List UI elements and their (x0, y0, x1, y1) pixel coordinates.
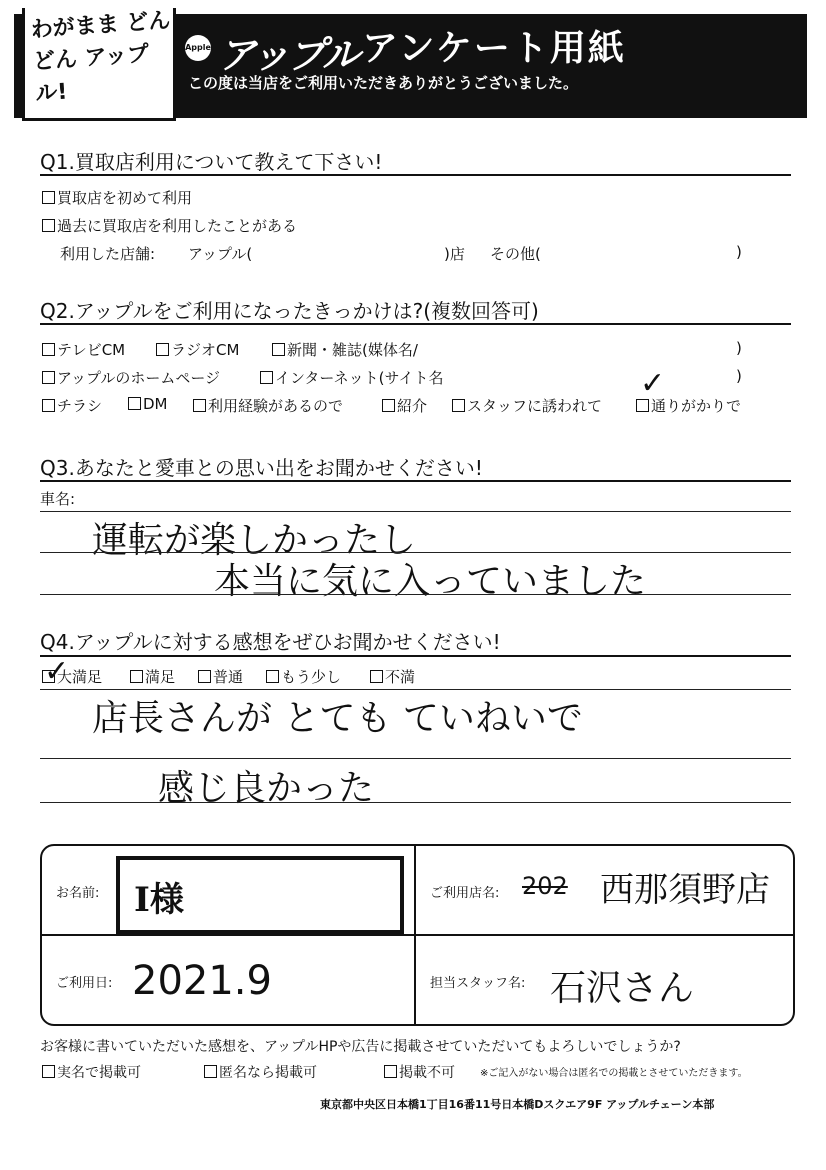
checkbox[interactable] (198, 670, 211, 683)
q1-divider (40, 174, 791, 176)
write-line (40, 594, 791, 595)
checkbox[interactable] (272, 343, 285, 356)
q3-answer-line1: 運転が楽しかったし (92, 520, 417, 561)
q3-answer-line2: 本当に気に入っていました (214, 561, 647, 602)
store-struck-value: 202 (522, 872, 568, 900)
page-subtitle: この度は当店をご利用いただきありがとうございました。 (188, 74, 579, 92)
q2-title: Q2.アップルをご利用になったきっかけは?(複数回答可) (40, 299, 539, 323)
footer-address: 東京都中央区日本橋1丁目16番11号日本橋Dスクエア9F アップルチェーン本部 (320, 1098, 715, 1111)
name-field[interactable] (116, 856, 404, 934)
date-value: 2021.9 (132, 958, 272, 1004)
q3-title: Q3.あなたと愛車との思い出をお聞かせください! (40, 456, 483, 480)
consent-option-anonymous[interactable]: 匿名なら掲載可 (204, 1062, 317, 1082)
q4-option-dissatisfied[interactable]: 不満 (370, 666, 415, 687)
name-label: お名前: (56, 886, 100, 901)
q2-row2-close: ) (736, 367, 742, 385)
q4-divider (40, 655, 791, 657)
store-value: 西那須野店 (600, 870, 770, 910)
q3-divider (40, 480, 791, 482)
q2-option-newspaper[interactable]: 新聞・雑誌(媒体名/ (272, 339, 418, 360)
q4-option-very-satisfied[interactable]: 大満足 (42, 666, 102, 687)
checkbox[interactable] (42, 1065, 55, 1078)
q4-answer-line1: 店長さんが とても ていねいで (92, 698, 583, 739)
checkbox[interactable] (156, 343, 169, 356)
check-mark-icon: ✓ (44, 654, 70, 689)
store-label: ご利用店名: (430, 886, 500, 901)
page-title: アンケート用紙 (362, 28, 626, 69)
checkbox[interactable] (42, 371, 55, 384)
q2-option-radio[interactable]: ラジオCM (156, 339, 239, 360)
q1-store-label: 利用した店舗: (60, 245, 156, 263)
checkbox[interactable] (384, 1065, 397, 1078)
date-label: ご利用日: (56, 976, 113, 991)
checkbox[interactable] (42, 343, 55, 356)
q4-title: Q4.アップルに対する感想をぜひお聞かせください! (40, 630, 501, 654)
consent-note: ※ご記入がない場合は匿名での掲載とさせていただきます。 (480, 1068, 748, 1079)
q2-option-dm[interactable]: DM (128, 395, 168, 413)
write-line (40, 758, 791, 759)
q2-option-referral[interactable]: 紹介 (382, 395, 427, 416)
consent-option-no[interactable]: 掲載不可 (384, 1062, 455, 1082)
checkbox[interactable] (370, 670, 383, 683)
checkbox[interactable] (260, 371, 273, 384)
name-value: I様 (134, 880, 184, 920)
checkbox[interactable] (42, 399, 55, 412)
q1-store-suffix: )店 (444, 245, 465, 263)
q2-row1-close: ) (736, 339, 742, 357)
checkbox[interactable] (193, 399, 206, 412)
q3-car-label: 車名: (40, 490, 76, 508)
consent-question: お客様に書いていただいた感想を、アップルHPや広告に掲載させていただいてもよろしいでしょうか? (40, 1039, 681, 1055)
write-line (40, 802, 791, 803)
q2-option-staff[interactable]: スタッフに誘われて (452, 395, 602, 416)
check-mark-icon: ✓ (640, 366, 666, 401)
q1-other-close: ) (736, 243, 742, 261)
checkbox[interactable] (130, 670, 143, 683)
q1-option-past[interactable]: 過去に買取店を利用したことがある (42, 215, 297, 236)
checkbox[interactable] (42, 191, 55, 204)
checkbox[interactable] (204, 1065, 217, 1078)
slogan-badge (22, 8, 176, 121)
logo-mark-icon: Apple (185, 35, 211, 61)
checkbox[interactable] (42, 219, 55, 232)
q2-option-flyer[interactable]: チラシ (42, 395, 102, 416)
q2-option-homepage[interactable]: アップルのホームページ (42, 367, 220, 388)
checkbox[interactable] (452, 399, 465, 412)
q4-answer-line2: 感じ良かった (158, 768, 375, 809)
staff-value: 石沢さん (550, 968, 695, 1009)
q1-option-first[interactable]: 買取店を初めて利用 (42, 187, 192, 208)
consent-option-real-name[interactable]: 実名で掲載可 (42, 1062, 141, 1082)
staff-label: 担当スタッフ名: (430, 976, 526, 991)
q2-option-tv[interactable]: テレビCM (42, 339, 125, 360)
checkbox[interactable] (266, 670, 279, 683)
q2-option-passing-by[interactable]: 通りがかりで (636, 395, 741, 416)
q4-option-satisfied[interactable]: 満足 (130, 666, 175, 687)
q2-option-experience[interactable]: 利用経験があるので (193, 395, 343, 416)
checkbox[interactable] (382, 399, 395, 412)
q4-option-so-so[interactable]: もう少し (266, 666, 341, 687)
q1-other-label: その他( (490, 245, 541, 263)
q2-option-internet[interactable]: インターネット(サイト名 (260, 367, 443, 388)
checkbox[interactable] (128, 397, 141, 410)
brand-logo: アップル (218, 32, 358, 77)
q1-store-apple: アップル( (188, 245, 253, 263)
q2-divider (40, 323, 791, 325)
q1-title: Q1.買取店利用について教えて下さい! (40, 150, 383, 174)
q4-option-normal[interactable]: 普通 (198, 666, 243, 687)
info-divider-horizontal (40, 934, 793, 936)
slogan-text: わがまま どんどん アップル! (30, 8, 172, 107)
